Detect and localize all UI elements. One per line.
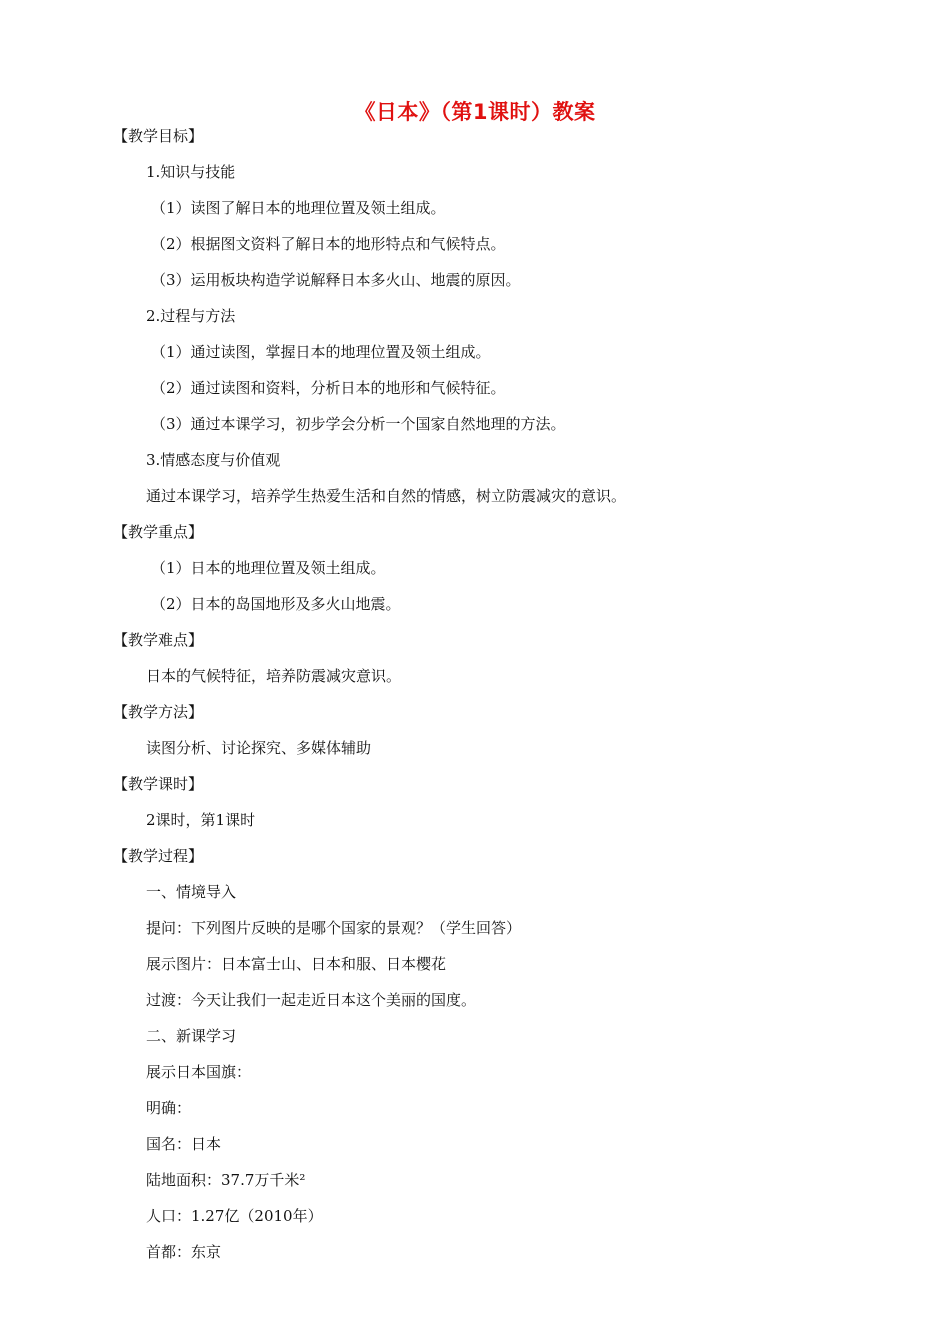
process-line: 一、情境导入 — [146, 883, 237, 901]
process-line: 展示日本国旗： — [146, 1063, 252, 1081]
process-line: 明确： — [146, 1099, 192, 1117]
section-heading-methods: 【教学方法】 — [113, 703, 204, 721]
subsection-heading-process: 2.过程与方法 — [146, 307, 236, 325]
section-heading-process: 【教学过程】 — [113, 847, 204, 865]
list-item: （1）读图了解日本的地理位置及领土组成。 — [151, 199, 446, 217]
list-item: （2）通过读图和资料，分析日本的地形和气候特征。 — [151, 379, 506, 397]
process-line: 首都：东京 — [146, 1243, 222, 1261]
paragraph: 2课时，第1课时 — [146, 811, 256, 829]
paragraph: 通过本课学习，培养学生热爱生活和自然的情感，树立防震减灾的意识。 — [146, 487, 627, 505]
process-line: 人口：1.27亿（2010年） — [146, 1207, 323, 1225]
process-line: 过渡：今天让我们一起走近日本这个美丽的国度。 — [146, 991, 477, 1009]
paragraph: 读图分析、讨论探究、多媒体辅助 — [146, 739, 372, 757]
process-line: 二、新课学习 — [146, 1027, 237, 1045]
section-heading-key-points: 【教学重点】 — [113, 523, 204, 541]
process-line: 提问：下列图片反映的是哪个国家的景观？（学生回答） — [146, 919, 522, 937]
process-line: 国名：日本 — [146, 1135, 222, 1153]
process-line: 陆地面积：37.7万千米² — [146, 1171, 306, 1189]
list-item: （2）根据图文资料了解日本的地形特点和气候特点。 — [151, 235, 506, 253]
section-heading-goals: 【教学目标】 — [113, 127, 204, 145]
document-title: 《日本》（第1课时）教案 — [354, 100, 596, 124]
list-item: （3）运用板块构造学说解释日本多火山、地震的原因。 — [151, 271, 521, 289]
process-line: 展示图片：日本富士山、日本和服、日本樱花 — [146, 955, 447, 973]
paragraph: 日本的气候特征，培养防震减灾意识。 — [146, 667, 402, 685]
list-item: （2）日本的岛国地形及多火山地震。 — [151, 595, 401, 613]
list-item: （1）通过读图，掌握日本的地理位置及领土组成。 — [151, 343, 491, 361]
list-item: （3）通过本课学习，初步学会分析一个国家自然地理的方法。 — [151, 415, 566, 433]
subsection-heading-skills: 1.知识与技能 — [146, 163, 236, 181]
list-item: （1）日本的地理位置及领土组成。 — [151, 559, 386, 577]
section-heading-periods: 【教学课时】 — [113, 775, 204, 793]
section-heading-difficulties: 【教学难点】 — [113, 631, 204, 649]
subsection-heading-attitude: 3.情感态度与价值观 — [146, 451, 281, 469]
